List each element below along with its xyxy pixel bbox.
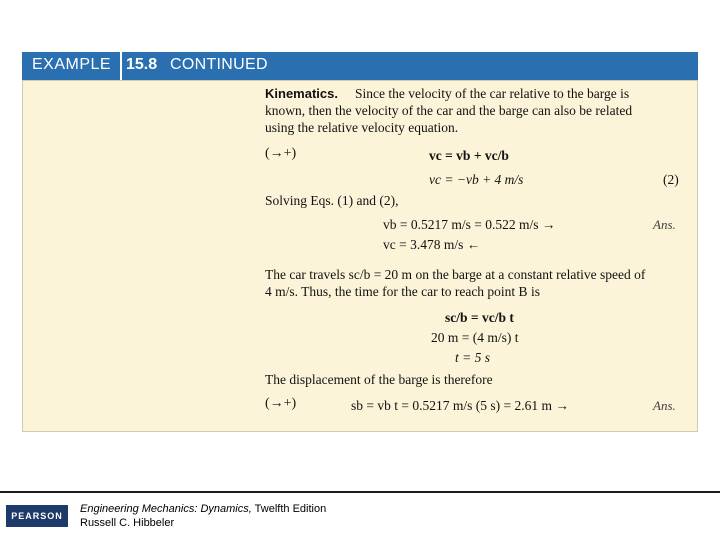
equation-4: 20 m = (4 m/s) t (431, 330, 519, 345)
example-number: 15.8 (126, 56, 158, 73)
header-divider (120, 52, 122, 80)
result-vb: vb = 0.5217 m/s = 0.522 m/s → (383, 217, 556, 232)
footer-book-title (80, 503, 326, 515)
intro-line-1: Since the velocity of the car relative to the barge is (355, 86, 630, 101)
travel-line-2: 4 m/s. Thus, the time for the car to reach point B is (265, 284, 540, 299)
continued-label: CONTINUED (170, 56, 268, 73)
solving-text: Solving Eqs. (1) and (2), (265, 193, 399, 208)
intro-line-3: using the relative velocity equation. (265, 120, 459, 135)
equation-1: vc = vb + vc/b (429, 148, 509, 163)
equation-3: sc/b = vc/b t (445, 310, 514, 325)
intro-line-2: known, then the velocity of the car and the barge can also be related (265, 103, 633, 118)
displacement-text: The displacement of the barge is therefore (265, 372, 493, 387)
kinematics-heading: Kinematics. (265, 86, 338, 101)
book-edition: Twelfth Edition (251, 503, 327, 515)
sign-convention-2: (→+) (265, 396, 297, 411)
equation-2: vc = −vb + 4 m/s (429, 172, 524, 187)
book-title: Engineering Mechanics: Dynamics, (80, 503, 252, 515)
travel-line-1: The car travels sc/b = 20 m on the barge at a constant relative speed of (265, 267, 646, 282)
footer-author: Russell C. Hibbeler (80, 517, 175, 529)
equation-5: t = 5 s (455, 350, 490, 365)
equation-2-number: (2) (663, 172, 679, 187)
example-header (22, 52, 698, 80)
pearson-logo: PEARSON (6, 505, 68, 527)
sign-convention-1: (→+) (265, 146, 297, 161)
result-vc: vc = 3.478 m/s ← (383, 237, 481, 252)
example-content-panel (22, 80, 698, 432)
example-label: EXAMPLE (32, 56, 112, 73)
result-sb: sb = vb t = 0.5217 m/s (5 s) = 2.61 m → (351, 398, 569, 413)
footer-divider (0, 491, 720, 493)
result-sb-ans: Ans. (653, 398, 676, 413)
result-vb-ans: Ans. (653, 217, 676, 232)
